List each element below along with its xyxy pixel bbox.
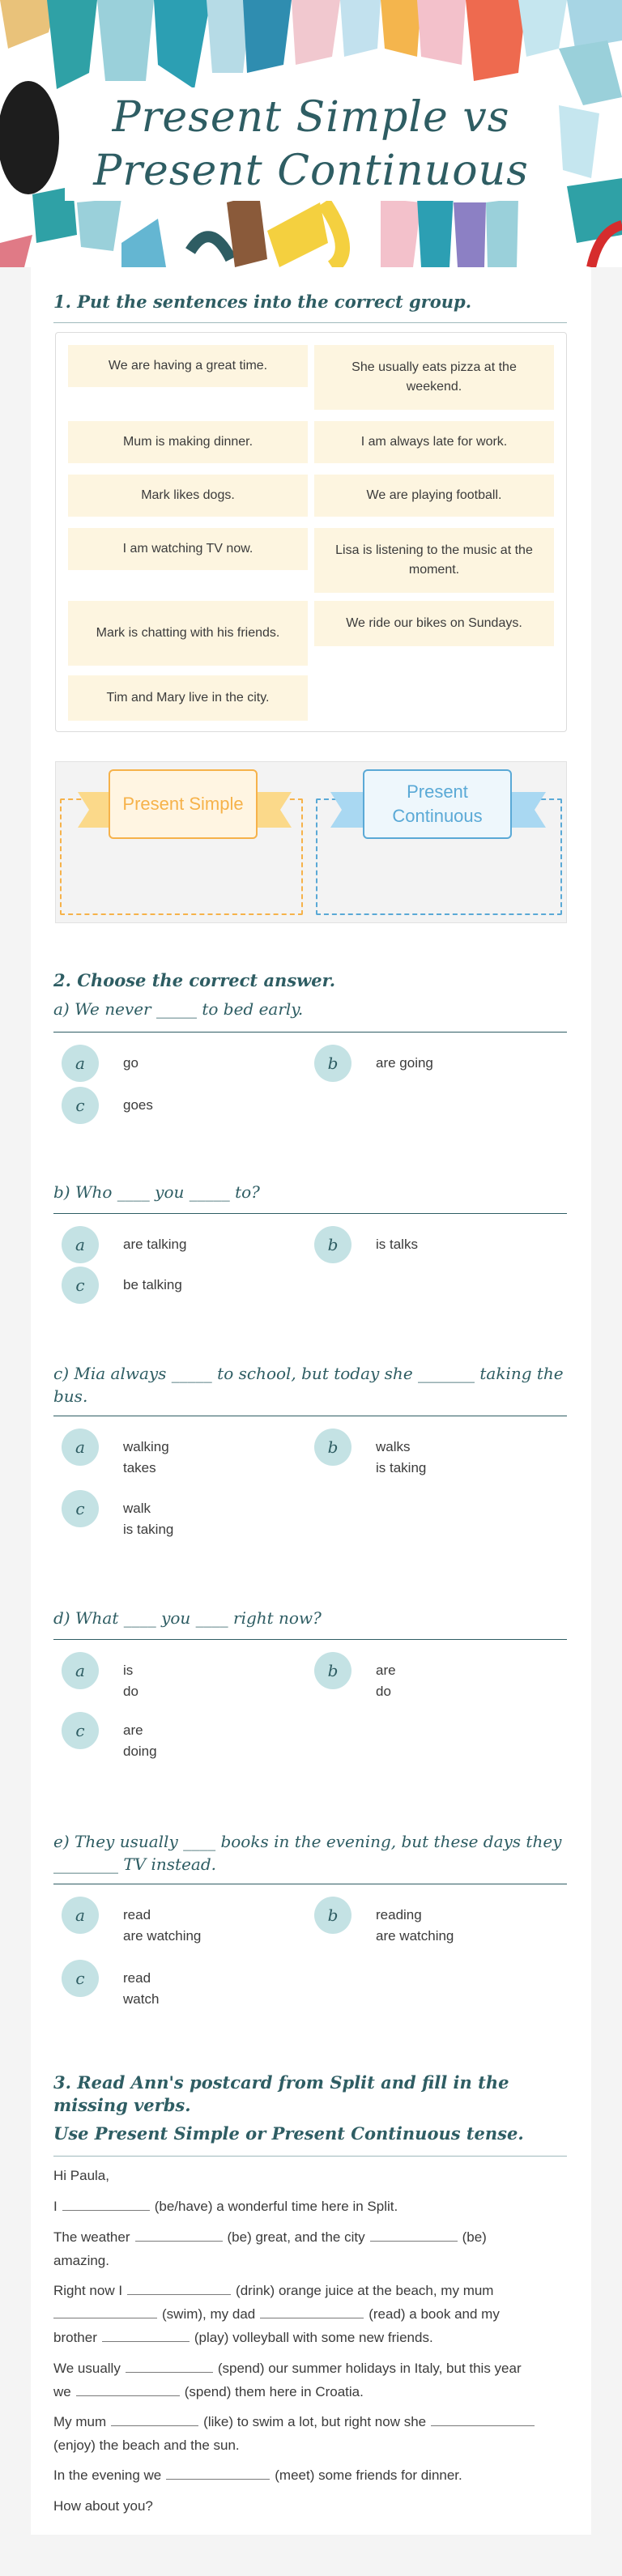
option-text-line: read <box>123 1907 151 1922</box>
option-text-line: are <box>123 1722 143 1738</box>
option-b[interactable] <box>314 1226 418 1263</box>
option-c[interactable] <box>62 1712 157 1762</box>
blank-input[interactable] <box>260 2304 364 2318</box>
option-text-line: are <box>376 1663 396 1678</box>
postcard-text: (spend) them here in Croatia. <box>184 2384 364 2399</box>
blank-input[interactable] <box>126 2358 213 2373</box>
blank-input[interactable] <box>135 2227 223 2242</box>
sentence-chip[interactable]: Mark likes dogs. <box>68 475 308 517</box>
option-text: goes <box>123 1097 153 1113</box>
blank-input[interactable] <box>62 2196 150 2211</box>
option-b[interactable] <box>314 1897 454 1947</box>
postcard-text: (spend) our summer holidays in Italy, but this year <box>217 2361 522 2376</box>
postcard-text: Right now I <box>53 2283 123 2298</box>
section3-title: 3. Read Ann's postcard from Split and fill in the missing verbs. <box>53 2072 509 2115</box>
section1-rule <box>53 322 567 323</box>
option-text-line: walking <box>123 1439 169 1454</box>
option-letter: c <box>62 1712 99 1749</box>
question-rule <box>53 1032 567 1033</box>
sentence-chip[interactable]: We are playing football. <box>314 475 554 517</box>
option-a[interactable] <box>62 1226 186 1263</box>
postcard-text: (enjoy) the beach and the sun. <box>53 2438 240 2453</box>
postcard-line <box>53 2357 572 2404</box>
postcard-text: (swim), my dad <box>162 2306 256 2322</box>
option-text: are talking <box>123 1237 187 1252</box>
option-text <box>123 1712 157 1762</box>
postcard-text: (like) to swim a lot, but right now she <box>203 2414 427 2429</box>
option-text-line: do <box>123 1684 138 1699</box>
option-text-line: walks <box>376 1439 411 1454</box>
postcard-text: (drink) orange juice at the beach, my mum <box>236 2283 494 2298</box>
page-title-line1: Present Simple vs <box>112 93 510 142</box>
postcard-text: (play) volleyball with some new friends. <box>194 2330 433 2345</box>
option-letter: b <box>314 1429 351 1466</box>
postcard-text: (be) great, and the city <box>227 2229 365 2245</box>
sentence-chip[interactable]: Mark is chatting with his friends. <box>68 601 308 666</box>
option-letter: b <box>314 1652 351 1689</box>
option-text: go <box>123 1055 138 1071</box>
option-letter: b <box>314 1045 351 1082</box>
page-title-line2: Present Continuous <box>93 147 529 195</box>
option-b[interactable] <box>314 1429 426 1479</box>
present-simple-label: Present Simple <box>109 769 258 839</box>
section3-rule <box>53 2156 567 2157</box>
option-text <box>123 1490 173 1540</box>
option-text-line: takes <box>123 1460 156 1475</box>
section3-subtitle: Use Present Simple or Present Continuous tense. <box>53 2123 524 2144</box>
option-text-line: are watching <box>376 1928 454 1944</box>
option-letter: c <box>62 1087 99 1124</box>
option-b[interactable] <box>314 1045 433 1082</box>
sentence-chip[interactable]: Lisa is listening to the music at the moment. <box>314 528 554 593</box>
option-text-line: is <box>123 1663 134 1678</box>
option-c[interactable] <box>62 1490 173 1540</box>
option-text <box>123 1652 138 1702</box>
option-c[interactable] <box>62 1960 159 2010</box>
option-text: are going <box>376 1055 433 1071</box>
option-text-line: read <box>123 1970 151 1986</box>
option-letter: a <box>62 1429 99 1466</box>
question-c: c) Mia always _____ to school, but today she _______ taking the bus. <box>53 1364 564 1406</box>
postcard-line <box>53 2410 572 2457</box>
sentence-chip[interactable]: Tim and Mary live in the city. <box>68 675 308 721</box>
option-c[interactable] <box>62 1267 182 1304</box>
sentence-chip[interactable]: We are having a great time. <box>68 345 308 387</box>
postcard-text: The weather <box>53 2229 130 2245</box>
postcard-text: I <box>53 2199 58 2214</box>
option-letter: c <box>62 1960 99 1997</box>
option-a[interactable] <box>62 1652 138 1702</box>
option-text-line: doing <box>123 1744 157 1759</box>
option-letter: c <box>62 1490 99 1527</box>
option-text: is talks <box>376 1237 418 1252</box>
sentence-chip[interactable]: I am watching TV now. <box>68 528 308 570</box>
blank-input[interactable] <box>127 2280 231 2295</box>
blank-input[interactable] <box>53 2304 157 2318</box>
option-text <box>123 1429 169 1479</box>
question-rule <box>53 1639 567 1640</box>
section1-title: 1. Put the sentences into the correct group. <box>53 292 472 312</box>
postcard-text: My mum <box>53 2414 107 2429</box>
option-text <box>376 1652 396 1702</box>
blank-input[interactable] <box>76 2382 180 2396</box>
option-text-line: is taking <box>376 1460 427 1475</box>
title-box <box>65 87 557 201</box>
blank-input[interactable] <box>431 2412 535 2426</box>
section2-title: 2. Choose the correct answer. <box>53 970 336 990</box>
option-text <box>376 1897 454 1947</box>
option-text-line: walk <box>123 1501 151 1516</box>
postcard-line <box>53 2225 572 2272</box>
option-text-line: is taking <box>123 1522 174 1537</box>
option-text-line: reading <box>376 1907 422 1922</box>
sentence-chip[interactable]: Mum is making dinner. <box>68 421 308 463</box>
question-b: b) Who ____ you _____ to? <box>53 1182 260 1202</box>
postcard-line <box>53 2279 572 2349</box>
blank-input[interactable] <box>102 2327 190 2342</box>
option-letter: b <box>314 1226 351 1263</box>
postcard-line <box>53 2463 572 2487</box>
option-c[interactable] <box>62 1087 153 1124</box>
option-text <box>123 1960 159 2010</box>
postcard-text: (be) <box>462 2229 487 2245</box>
option-text <box>123 1897 201 1947</box>
option-letter: a <box>62 1226 99 1263</box>
sentence-chip[interactable]: She usually eats pizza at the weekend. <box>314 345 554 410</box>
blank-input[interactable] <box>166 2465 270 2480</box>
postcard-text: (be/have) a wonderful time here in Split. <box>154 2199 398 2214</box>
question-d: d) What ____ you ____ right now? <box>53 1608 322 1628</box>
option-letter: b <box>314 1897 351 1934</box>
present-continuous-label: Present Continuous <box>363 769 512 839</box>
option-letter: a <box>62 1897 99 1934</box>
sentence-chip[interactable]: I am always late for work. <box>314 421 554 463</box>
postcard-line <box>53 2195 572 2218</box>
sentence-chip[interactable]: We ride our bikes on Sundays. <box>314 601 554 646</box>
postcard-closing: How about you? <box>53 2498 153 2514</box>
question-a: a) We never _____ to bed early. <box>53 999 304 1019</box>
option-text-line: are watching <box>123 1928 202 1944</box>
postcard-text: (read) a book and my <box>369 2306 500 2322</box>
option-text-line: watch <box>123 1991 160 2007</box>
option-letter: a <box>62 1045 99 1082</box>
option-a[interactable] <box>62 1897 201 1947</box>
option-letter: c <box>62 1267 99 1304</box>
postcard-text: amazing. <box>53 2253 109 2268</box>
option-letter: a <box>62 1652 99 1689</box>
blank-input[interactable] <box>111 2412 198 2426</box>
postcard-text: In the evening we <box>53 2467 162 2483</box>
question-rule <box>53 1213 567 1214</box>
option-text <box>376 1429 426 1479</box>
postcard-text: (meet) some friends for dinner. <box>275 2467 462 2483</box>
header-banner <box>0 0 622 267</box>
option-a[interactable] <box>62 1429 169 1479</box>
option-a[interactable] <box>62 1045 138 1082</box>
postcard-text: We usually <box>53 2361 121 2376</box>
option-text: be talking <box>123 1277 182 1292</box>
postcard-greeting: Hi Paula, <box>53 2168 109 2183</box>
question-e: e) They usually ____ books in the evening, but these days they ________ TV instead. <box>53 1832 562 1874</box>
blank-input[interactable] <box>370 2227 458 2242</box>
option-text-line: do <box>376 1684 391 1699</box>
option-b[interactable] <box>314 1652 396 1702</box>
postcard-text: we <box>53 2384 71 2399</box>
postcard-text: brother <box>53 2330 97 2345</box>
